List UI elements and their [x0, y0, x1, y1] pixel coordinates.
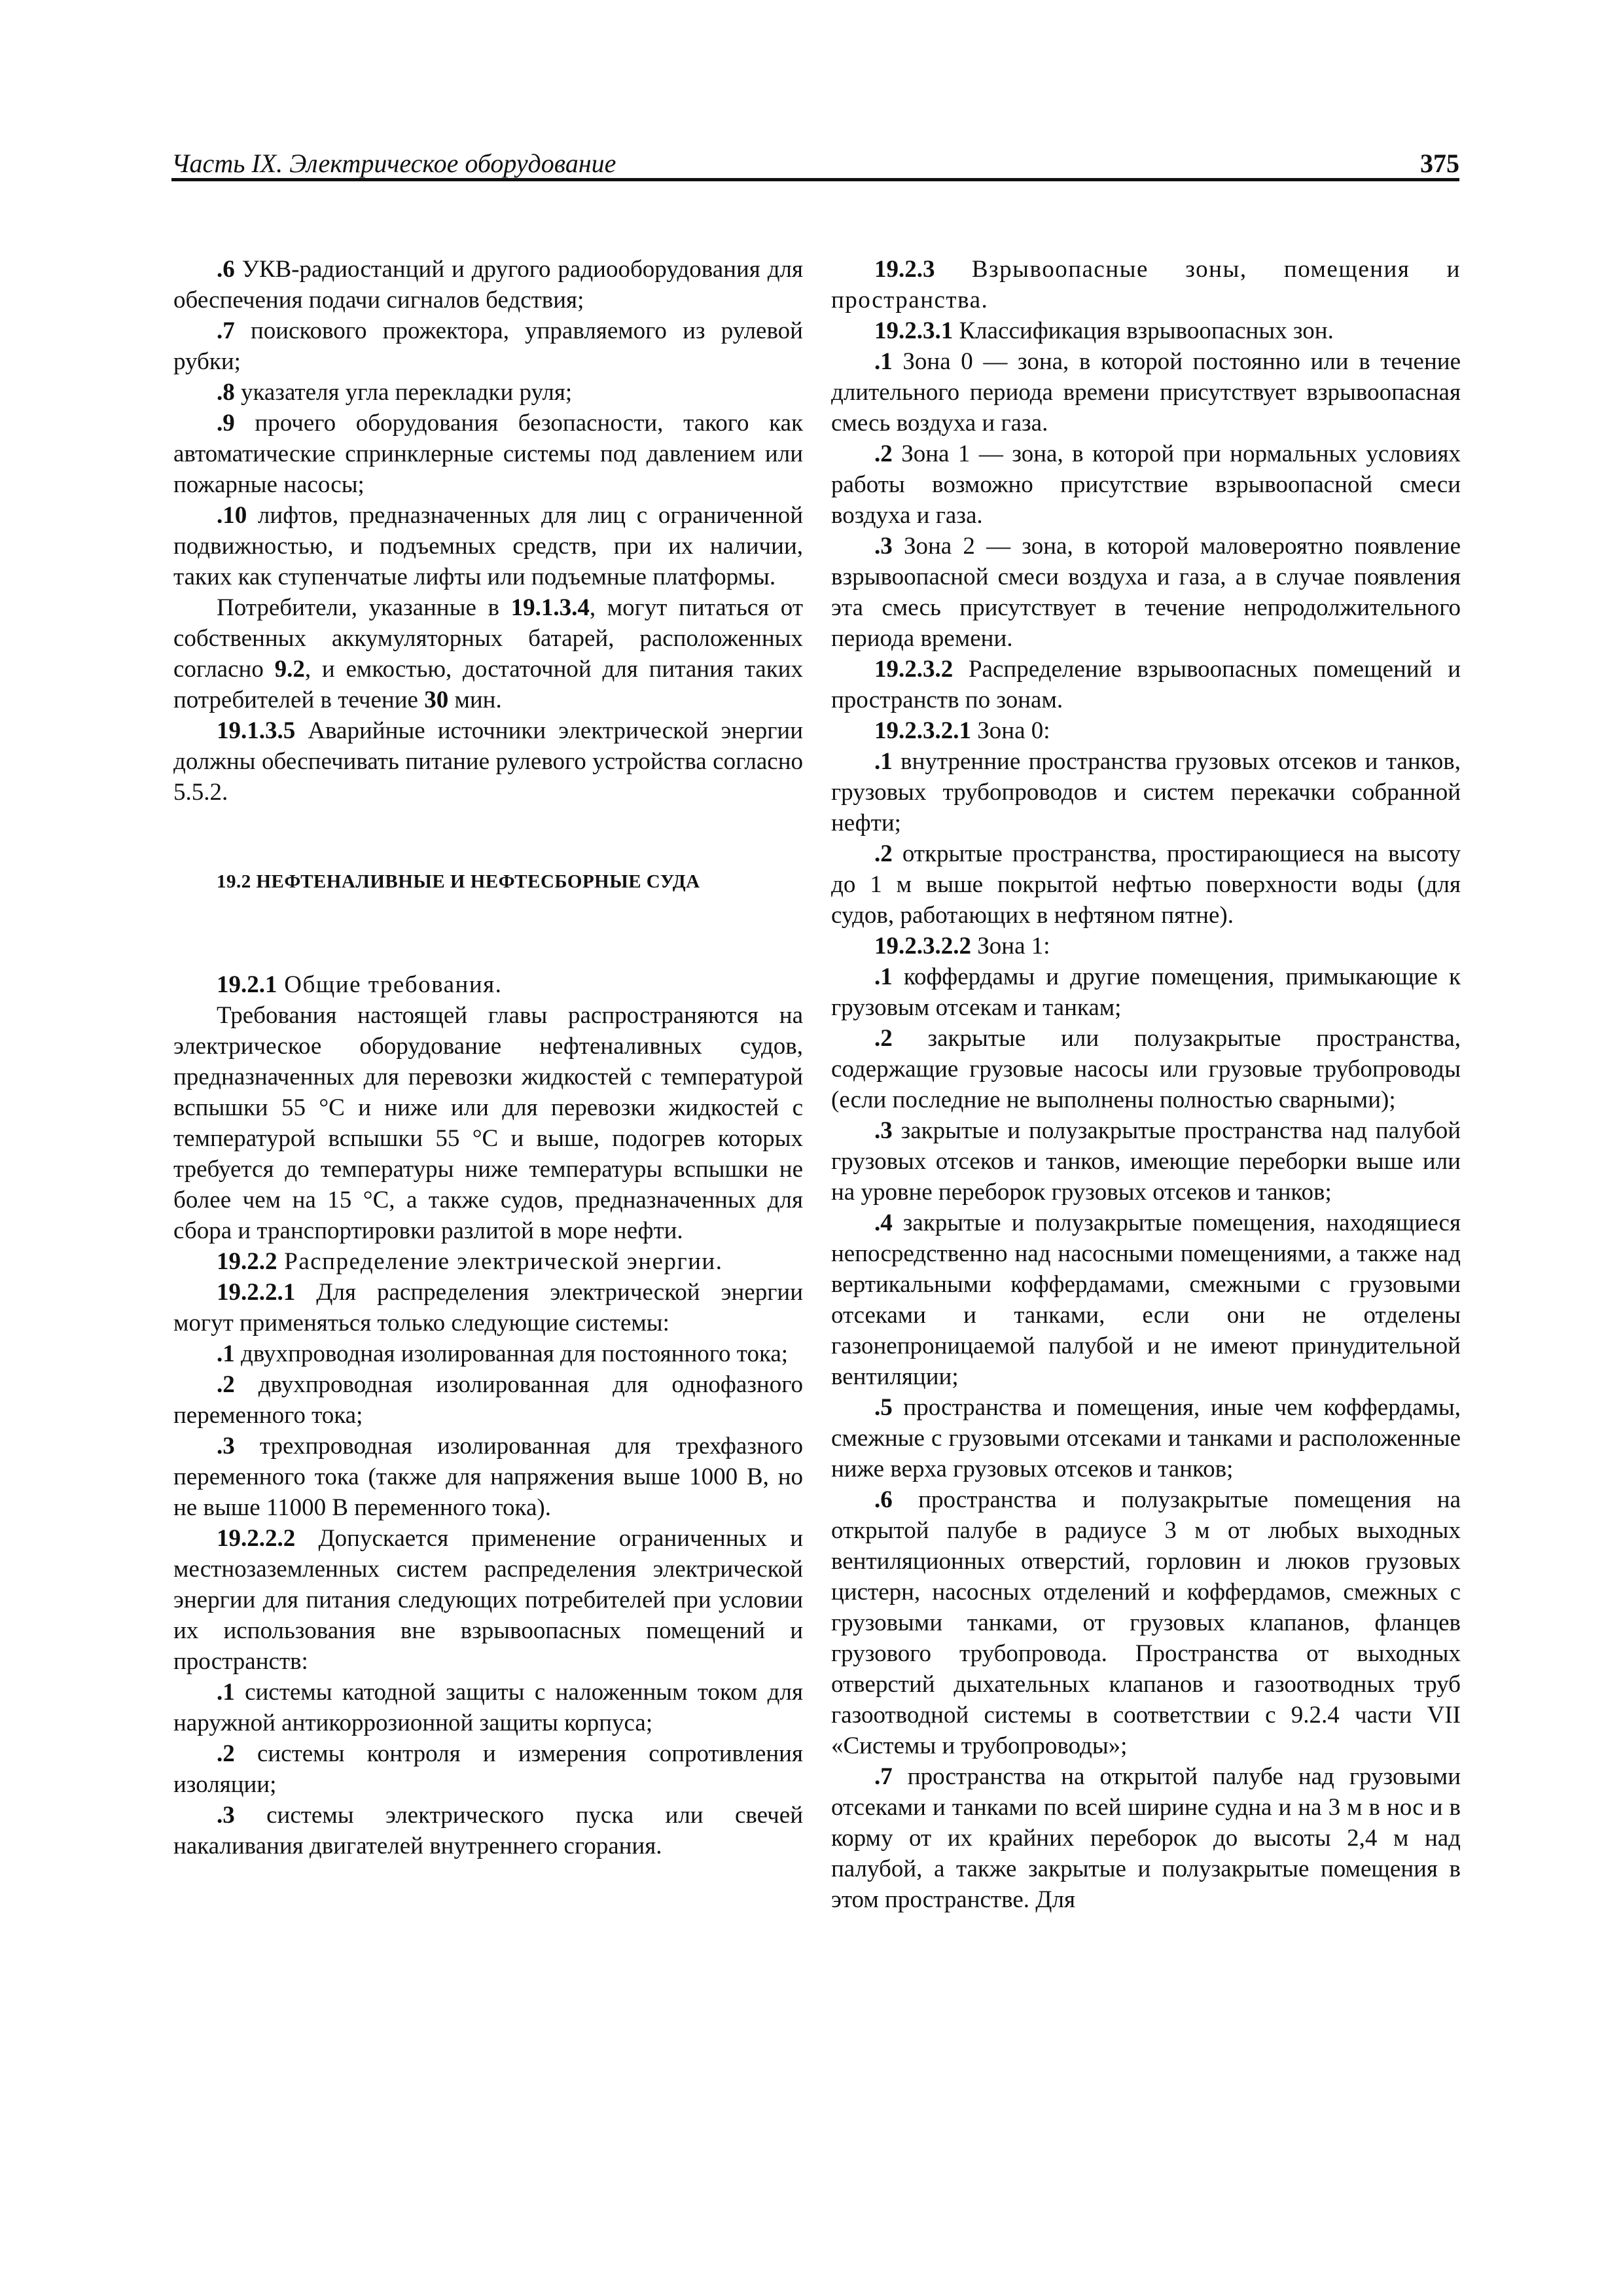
paragraph: .7 пространства на открытой палубе над грузовыми отсеками и танками по всей ширине судна и на 3 м в нос и в корму от их крайних переборок до высоты 2,4 м над палубой, а также закрытые и полузакрытые помещения в этом пространстве. Для [831, 1763, 1461, 1913]
paragraph: .3 системы электрического пуска или свечей накаливания двигателей внутреннего сгорания. [173, 1802, 803, 1859]
paragraph: 19.2.3.2.1 Зона 0: [874, 717, 1050, 744]
left-column [173, 254, 803, 1861]
paragraph: .7 поискового прожектора, управляемого из рулевой рубки; [173, 317, 803, 375]
paragraph: 19.2.3.1 Классификация взрывоопасных зон. [874, 317, 1334, 344]
paragraph: .3 Зона 2 — зона, в которой маловероятно появление взрывоопасной смеси воздуха и газа, а в случае появления эта смесь присутствует в течение непродолжительного периода времени. [831, 533, 1461, 652]
page-number: 375 [1420, 149, 1459, 178]
paragraph: 19.1.3.5 Аварийные источники электрической энергии должны обеспечивать питание рулевого устройства согласно 5.5.2. [173, 717, 803, 806]
paragraph: .6 УКВ-радиостанций и другого радиооборудования для обеспечения подачи сигналов бедствия; [173, 256, 803, 314]
paragraph: .1 двухпроводная изолированная для постоянного тока; [217, 1340, 789, 1367]
right-column [831, 254, 1461, 1915]
paragraph: 19.2.2.1 Для распределения электрической энергии могут применяться только следующие системы: [173, 1279, 803, 1336]
paragraph: .2 открытые пространства, простирающиеся на высоту до 1 м выше покрытой нефтью поверхности воды (для судов, работающих в нефтяном пятне). [831, 840, 1461, 929]
paragraph: Требования настоящей главы распространяются на электрическое оборудование нефтеналивных судов, предназначенных для перевозки жидкостей с температурой вспышки 55 °С и ниже или для перевозки жидкостей с температурой вспышки 55 °С и выше, подогрев которых требуется до температуры ниже температуры вспышки не более чем на 15 °С, а также судов, предназначенных для сбора и транспортировки разлитой в море нефти. [173, 1002, 803, 1244]
paragraph: .2 закрытые или полузакрытые пространства, содержащие грузовые насосы или грузовые трубопроводы (если последние не выполнены полностью сварными); [831, 1025, 1461, 1113]
paragraph: .1 коффердамы и другие помещения, примыкающие к грузовым отсекам и танкам; [831, 963, 1461, 1021]
paragraph: .3 трехпроводная изолированная для трехфазного переменного тока (также для напряжения выше 1000 В, но не выше 11000 В переменного тока). [173, 1433, 803, 1521]
subsection-heading: 19.2.1 Общие требования. [217, 971, 503, 998]
subsection-heading: 19.2.2 Распределение электрической энергии. [217, 1248, 723, 1275]
paragraph: 19.2.3.2 Распределение взрывоопасных помещений и пространств по зонам. [831, 656, 1461, 713]
paragraph: .10 лифтов, предназначенных для лиц с ограниченной подвижностью, и подъемных средств, при их наличии, таких как ступенчатые лифты или подъемные платформы. [173, 502, 803, 590]
paragraph: .3 закрытые и полузакрытые пространства над палубой грузовых отсеков и танков, имеющие переборки выше или на уровне переборок грузовых отсеков и танков; [831, 1117, 1461, 1206]
paragraph: .5 пространства и помещения, иные чем коффердамы, смежные с грузовыми отсеками и танками и расположенные ниже верха грузовых отсеков и танков; [831, 1394, 1461, 1482]
page-header [171, 149, 1459, 181]
section-title: 19.2 НЕФТЕНАЛИВНЫЕ И НЕФТЕСБОРНЫЕ СУДА [217, 871, 700, 892]
paragraph: .1 Зона 0 — зона, в которой постоянно или в течение длительного периода времени присутствует взрывоопасная смесь воздуха и газа. [831, 348, 1461, 437]
paragraph: .2 двухпроводная изолированная для однофазного переменного тока; [173, 1371, 803, 1429]
paragraph: .2 Зона 1 — зона, в которой при нормальных условиях работы возможно присутствие взрывоопасной смеси воздуха и газа. [831, 440, 1461, 529]
paragraph: .6 пространства и полузакрытые помещения на открытой палубе в радиусе 3 м от любых выходных вентиляционных отверстий, горловин и люков грузовых цистерн, насосных отделений и коффердамов, смежных с грузовыми танками, от грузовых клапанов, фланцев грузового трубопровода. Пространства от выходных отверстий дыхательных клапанов и газоотводных труб газоотводной системы в соответствии с 9.2.4 части VII «Системы и трубопроводы»; [831, 1486, 1461, 1759]
paragraph: .2 системы контроля и измерения сопротивления изоляции; [173, 1740, 803, 1798]
paragraph: 19.2.2.2 Допускается применение ограниченных и местнозаземленных систем распределения электрической энергии для питания следующих потребителей при условии их использования вне взрывоопасных помещений и пространств: [173, 1525, 803, 1675]
running-title: Часть IX. Электрическое оборудование [171, 149, 616, 178]
paragraph: .1 внутренние пространства грузовых отсеков и танков, грузовых трубопроводов и систем перекачки собранной нефти; [831, 748, 1461, 836]
paragraph: 19.2.3.2.2 Зона 1: [874, 933, 1050, 960]
paragraph: Потребители, указанные в 19.1.3.4, могут питаться от собственных аккумуляторных батарей, расположенных согласно 9.2, и емкостью, достаточной для питания таких потребителей в течение 30 мин. [173, 594, 803, 713]
paragraph: .1 системы катодной защиты с наложенным током для наружной антикоррозионной защиты корпуса; [173, 1679, 803, 1736]
paragraph: .4 закрытые и полузакрытые помещения, находящиеся непосредственно над насосными помещениями, а также над вертикальными коффердамами, смежными с грузовыми отсеками и танками, если они не отделены газонепроницаемой палубой и не имеют принудительной вентиляции; [831, 1210, 1461, 1390]
paragraph: .8 указателя угла перекладки руля; [217, 379, 573, 406]
paragraph: .9 прочего оборудования безопасности, такого как автоматические спринклерные системы под давлением или пожарные насосы; [173, 410, 803, 498]
subsection-heading: 19.2.3 Взрывоопасные зоны, помещения и пространства. [831, 256, 1461, 314]
